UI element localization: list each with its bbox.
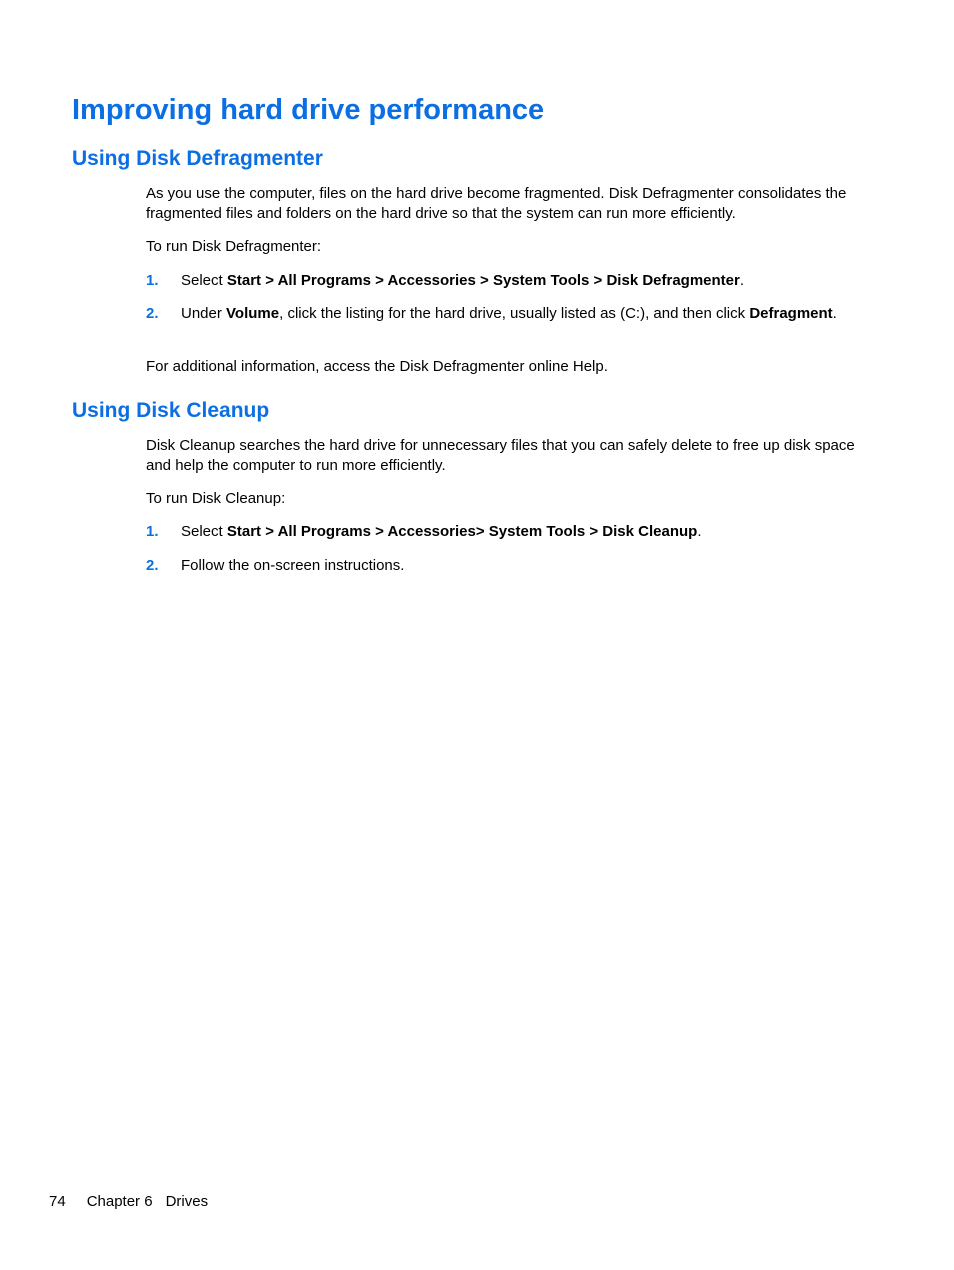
cleanup-lead-paragraph: To run Disk Cleanup: [146,490,286,507]
footer-chapter-title: Drives [165,1193,209,1210]
defragmenter-outro-paragraph: For additional information, access the Disk Defragmenter online Help. [146,358,608,375]
ui-term-defragment: Defragment [749,305,833,322]
step-text-plain: Under [181,305,227,322]
step-text-plain: Select [181,272,227,289]
defragmenter-lead-paragraph: To run Disk Defragmenter: [146,238,322,255]
step-text-plain: . [739,272,745,289]
menu-path: Start > All Programs > Accessories> System Tools > Disk Cleanup [226,523,698,540]
cleanup-intro-paragraph: Disk Cleanup searches the hard drive for unnecessary files that you can safely delete to free up disk space and help the computer to run more efficiently. [146,437,855,474]
step-text: Follow the on-screen instructions. [181,557,405,574]
defragmenter-intro-paragraph: As you use the computer, files on the hard drive become fragmented. Disk Defragmenter consolidates the fragmented files and folders on the hard drive so that the system can run more efficiently. [146,185,847,222]
footer-chapter: Chapter 6 [86,1193,153,1210]
step-text-plain: Select [181,523,227,540]
defragmenter-step-1 [146,271,876,291]
step-text [181,271,876,291]
page-title: Improving hard drive performance [72,94,545,126]
section-heading-defragmenter: Using Disk Defragmenter [72,147,323,170]
step-number: 2. [146,557,159,574]
step-text [181,304,876,324]
step-number: 1. [146,272,159,289]
step-number: 2. [146,305,159,322]
step-text [181,522,876,542]
cleanup-step-2 [146,556,876,576]
step-text-plain: . [697,523,702,540]
menu-path: Start > All Programs > Accessories > System Tools > Disk Defragmenter [226,272,740,289]
ui-term-volume: Volume [226,305,280,322]
cleanup-step-1 [146,522,876,542]
step-text-plain: . [832,305,837,322]
page-number: 74 [49,1193,66,1210]
page-footer [49,1192,208,1212]
step-text-plain: , click the listing for the hard drive, usually listed as (C:), and then click [279,305,750,322]
step-number: 1. [146,523,159,540]
defragmenter-step-2 [146,304,876,324]
section-heading-cleanup: Using Disk Cleanup [72,399,270,422]
